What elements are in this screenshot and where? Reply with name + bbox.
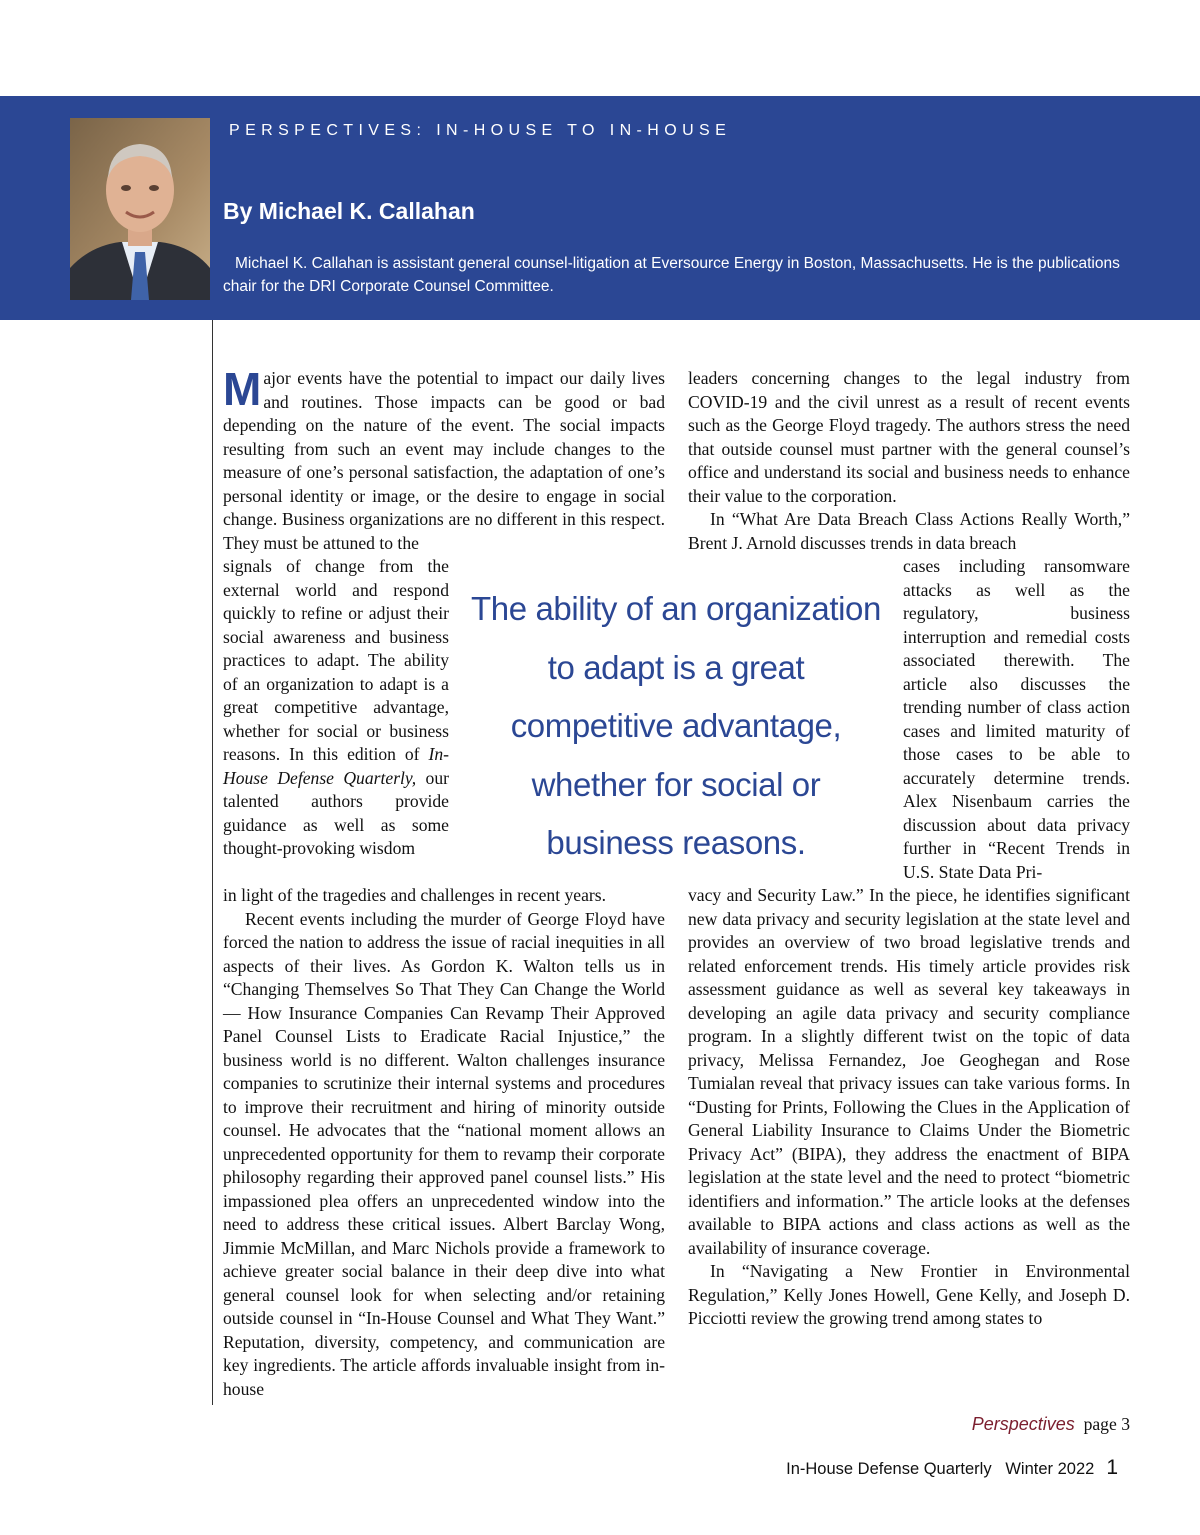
author-photo — [70, 118, 210, 300]
paragraph-intro — [223, 363, 665, 555]
continued-notice — [972, 1414, 1130, 1435]
intro-text: ajor events have the potential to impact our daily lives and routines. Those impacts can be good or bad depending on the nature of the event. The social impacts resulting from such an event may include changes to the measure of one’s personal satisfaction, the adaptation of one’s personal identity or image, or the desire to engage in social change. Business organizations are no different in this respect. They must be attuned to the — [223, 368, 665, 553]
paragraph-data-breach-cont: cases including ransomware attacks as well as the regulatory, business interruption and remedial costs associated therewith. The article also discusses the trending number of class action cases and limited maturity of those cases to be able to accurately determine trends. Alex Nisenbaum carries the discussion about data privacy further in “Recent Trends in U.S. State Data Pri- — [903, 556, 1130, 882]
right-column-bottom — [688, 884, 1130, 1331]
pull-quote-line: The ability of an organization — [471, 590, 881, 627]
paragraph-intro-cont — [223, 555, 449, 861]
paragraph-intro-tail: in light of the tragedies and challenges in recent years. — [223, 885, 607, 905]
pull-quote-line: whether for social or — [531, 765, 821, 803]
paragraph-privacy: vacy and Security Law.” In the piece, he identifies significant new data privacy and security legislation at the state level and provides an overview of two broad legislative trends and related enforcement trends. His timely article provides risk assessment guidance as well as several key takeaways in developing an agile data privacy and security compliance program. In a slightly different twist on the topic of data privacy, Melissa Fernandez, Joe Geoghegan and Rose Tumialan reveal that privacy issues can take various forms. In “Dusting for Prints, Following the Clues in the Application of General Liability Insurance to Claims Under the Biometric Privacy Act” (BIPA), they address the enactment of BIPA legislation at the state level and the need to protect “biometric identifiers and information.” The article looks at the defenses available to BIPA actions and class actions as well as the availability of insurance coverage. — [688, 885, 1130, 1258]
left-column-bottom — [223, 884, 665, 1401]
column-rule — [212, 320, 213, 1405]
drop-cap: M — [223, 363, 262, 415]
right-column-wrap — [903, 555, 1130, 884]
left-column-wrap — [223, 555, 449, 861]
paragraph-leaders: leaders concerning changes to the legal industry from COVID-19 and the civil unrest as a result of recent events such as the George Floyd tragedy. The authors stress the need that outside counsel must partner with the general counsel’s office and understand its social and business needs to enhance their value to the corporation. — [688, 368, 1130, 506]
page-footer — [786, 1456, 1118, 1480]
section-kicker: PERSPECTIVES: IN-HOUSE TO IN-HOUSE — [229, 122, 732, 139]
paragraph-data-breach: In “What Are Data Breach Class Actions Really Worth,” Brent J. Arnold discusses trends in data breach — [688, 509, 1130, 553]
continued-page: page 3 — [1083, 1414, 1130, 1434]
intro-wrap-text-2: our talented authors provide guidance as well as some thought-provoking wisdom — [223, 767, 449, 858]
pull-quote-line: to adapt is a great — [547, 648, 805, 686]
footer-publication: In-House Defense Quarterly — [786, 1460, 992, 1478]
continued-label: Perspectives — [971, 1414, 1075, 1434]
author-byline: By Michael K. Callahan — [223, 198, 475, 224]
intro-wrap-text: signals of change from the external world and respond quickly to refine or adjust their social awareness and business practices to adapt. The ability of an organization to adapt is a great competitive advantage, whether for social or business reasons. In this edition of — [223, 556, 449, 764]
paragraph-recent-events: Recent events including the murder of George Floyd have forced the nation to address the issue of racial inequities in all aspects of their lives. As Gordon K. Walton tells us in “Changing Themselves So That They Can Change the World — How Insurance Companies Can Revamp Their Approved Panel Counsel Lists to Eradicate Racial Injustice,” the business world is no different. Walton challenges insurance companies to scrutinize their internal systems and procedures to improve their recruitment and hiring of minority outside counsel. He advocates that the “national moment allows an unprecedented opportunity for them to revamp their corporate philosophy regarding their approved panel counsel lists.” His impassioned plea offers an unprecedented window into the need to address these critical issues. Albert Barclay Wong, Jimmie McMillan, and Marc Nichols provide a framework to achieve greater social balance in their deep dive into what general counsel look for when selecting and/or retaining outside counsel in “In-House Counsel and What They Want.” Reputation, diversity, competency, and communication are key ingredients. The article affords invaluable insight from in-house — [223, 908, 665, 1399]
author-bio: Michael K. Callahan is assistant general counsel-litigation at Eversource Energy in Boston, Massachusetts. He is the publications chair for the DRI Corporate Counsel Committee. — [223, 255, 1120, 295]
right-column-top — [688, 367, 1130, 555]
pull-quote-line: competitive advantage, — [510, 707, 842, 744]
pull-quote-line: business reasons. — [546, 824, 806, 861]
paragraph-environmental: In “Navigating a New Frontier in Environmental Regulation,” Kelly Jones Howell, Gene Kelly, and Joseph D. Picciotti review the growing trend among states to — [688, 1261, 1130, 1328]
publication-title: In-House Defense Quarterly, — [223, 744, 449, 788]
pull-quote — [468, 580, 884, 873]
footer-issue: Winter 2022 — [1005, 1460, 1095, 1478]
page-number: 1 — [1106, 1456, 1118, 1479]
left-column-top — [223, 363, 665, 555]
